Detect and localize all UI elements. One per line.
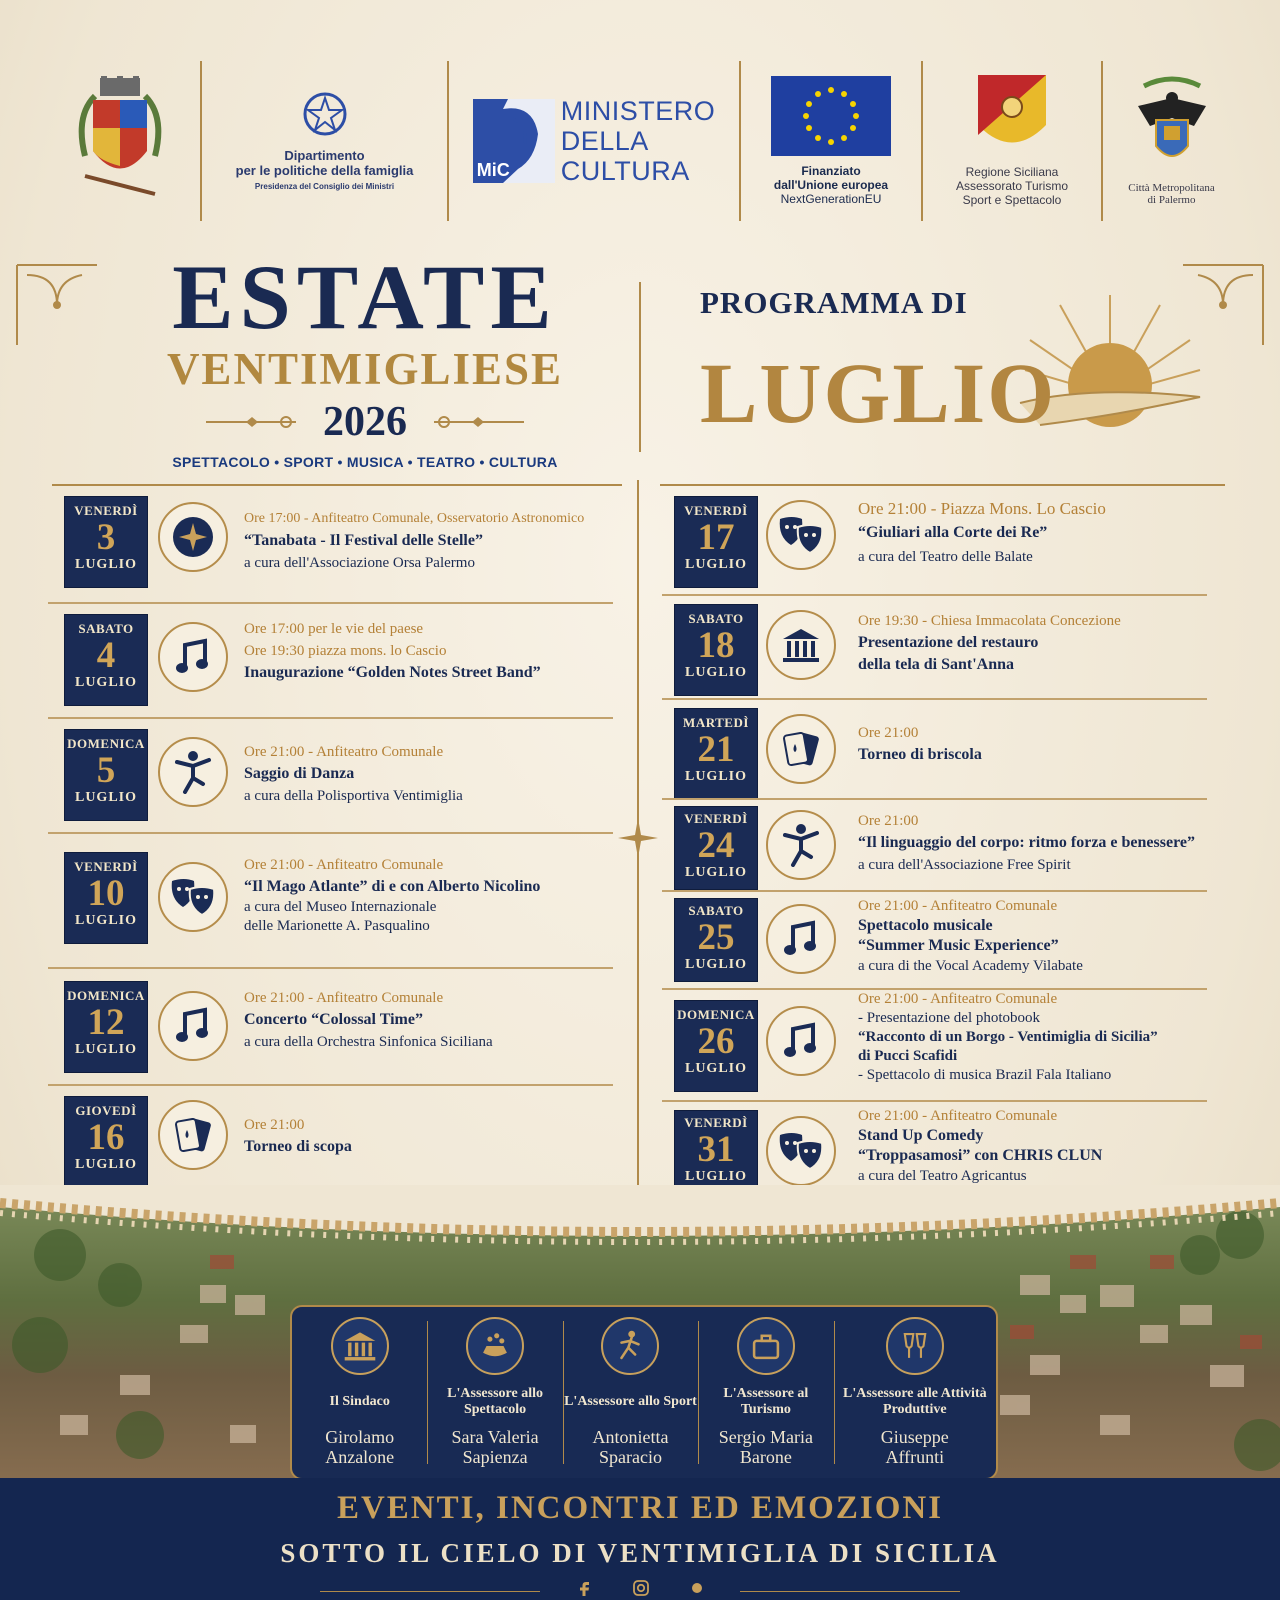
event-item[interactable]	[662, 596, 1217, 700]
official-first-name: Giuseppe	[880, 1427, 949, 1447]
official-first-name: Girolamo	[325, 1427, 395, 1447]
event-day-number: 3	[96, 517, 116, 558]
event-title: “Racconto di un Borgo - Ventimiglia di Sicilia”	[858, 1029, 1158, 1045]
event-title: Torneo di scopa	[244, 1138, 352, 1155]
event-text	[244, 508, 613, 574]
event-day-number: 5	[96, 750, 116, 791]
toast-icon	[886, 1317, 944, 1375]
dancer-icon	[766, 810, 836, 880]
date-box	[64, 496, 148, 588]
theatre-masks-icon	[766, 1116, 836, 1186]
event-text	[858, 810, 1217, 876]
title-divider	[639, 282, 641, 452]
museum-icon	[766, 610, 836, 680]
event-item[interactable]	[662, 700, 1217, 800]
event-time: Ore 21:00	[858, 725, 919, 741]
event-month: LUGLIO	[74, 913, 137, 928]
event-day-number: 12	[87, 1002, 125, 1043]
festival-title	[140, 246, 590, 470]
event-month: LUGLIO	[74, 675, 137, 690]
title-estate: ESTATE	[172, 246, 558, 348]
event-item[interactable]	[662, 486, 1217, 596]
regione-logo	[923, 58, 1101, 223]
date-box	[674, 1000, 758, 1092]
event-month: LUGLIO	[684, 769, 747, 784]
event-day-number: 21	[697, 729, 735, 770]
event-text	[858, 990, 1217, 1085]
event-time: Ore 17:00 - Anfiteatro Comunale, Osservatorio Astronomico	[244, 511, 585, 526]
eu-line2: dall'Unione europea	[773, 177, 889, 192]
title-year: 2026	[323, 399, 407, 445]
date-box	[64, 852, 148, 944]
event-month: LUGLIO	[74, 557, 137, 572]
regione-line3: Sport e Spettacolo	[962, 192, 1062, 207]
event-title: Stand Up Comedy	[858, 1127, 984, 1144]
event-item[interactable]	[48, 969, 613, 1086]
event-organizer-2: delle Marionette A. Pasqualino	[244, 918, 430, 934]
event-item[interactable]	[662, 892, 1217, 990]
logo-strip	[40, 58, 1240, 223]
official-card	[427, 1313, 562, 1472]
event-month: LUGLIO	[684, 665, 747, 680]
event-month: LUGLIO	[684, 865, 747, 880]
event-title: “Il Mago Atlante” di e con Alberto Nicolino	[244, 878, 541, 895]
date-box	[64, 1096, 148, 1188]
event-organizer: a cura dell'Associazione Free Spirit	[858, 857, 1071, 873]
official-last-name: Affrunti	[885, 1447, 945, 1467]
event-organizer: - Spettacolo di musica Brazil Fala Italiano	[858, 1067, 1112, 1083]
event-item[interactable]	[48, 834, 613, 969]
playing-cards-icon	[158, 1100, 228, 1170]
event-text	[858, 722, 1217, 766]
dancer-icon	[158, 737, 228, 807]
event-month: LUGLIO	[684, 1061, 747, 1076]
mic-wordmark	[561, 96, 716, 186]
web-icon[interactable]	[691, 1582, 703, 1594]
theatre-masks-icon	[158, 862, 228, 932]
event-time: Ore 21:00 - Anfiteatro Comunale	[244, 857, 444, 873]
music-note-icon	[766, 904, 836, 974]
compass-star-icon	[618, 818, 658, 858]
event-month: LUGLIO	[74, 790, 137, 805]
official-last-name: Sparacio	[598, 1447, 662, 1467]
event-time: Ore 21:00 - Piazza Mons. Lo Cascio	[858, 499, 1106, 518]
event-title: “Giuliari alla Corte dei Re”	[858, 524, 1048, 541]
event-item[interactable]	[48, 719, 613, 834]
event-weekday: VENERDÌ	[74, 503, 138, 518]
event-organizer: a cura del Teatro Agricantus	[858, 1168, 1027, 1184]
event-organizer: a cura della Orchestra Sinfonica Siciliana	[244, 1034, 493, 1050]
event-month: LUGLIO	[684, 557, 747, 572]
official-role: L'Assessore allo Sport	[564, 1394, 697, 1409]
event-title: Concerto “Colossal Time”	[244, 1011, 423, 1028]
dipartimento-line1: Dipartimento	[284, 148, 365, 163]
event-day-number: 10	[87, 873, 125, 914]
comune-crest	[40, 58, 200, 223]
eu-logo	[741, 58, 921, 223]
eu-line1: Finanziato	[801, 163, 861, 178]
town-hall-icon	[331, 1317, 389, 1375]
event-title: Saggio di Danza	[244, 765, 355, 782]
event-day-number: 17	[697, 517, 735, 558]
date-box	[674, 898, 758, 982]
event-text	[244, 1114, 613, 1158]
eu-flag-icon	[771, 76, 891, 156]
mic-line3: CULTURA	[560, 155, 690, 186]
official-last-name: Anzalone	[325, 1447, 395, 1467]
event-month: LUGLIO	[74, 1042, 137, 1057]
official-first-name: Antonietta	[592, 1427, 669, 1447]
event-text	[858, 1106, 1217, 1186]
event-day-number: 24	[697, 825, 735, 866]
regione-line1: Regione Siciliana	[965, 164, 1059, 179]
mic-badge-text: MiC	[476, 159, 510, 180]
event-weekday: SABATO	[688, 611, 744, 626]
music-note-icon	[158, 991, 228, 1061]
footer-tagline: EVENTI, INCONTRI ED EMOZIONI	[336, 1490, 944, 1526]
crest-icon	[65, 76, 175, 206]
event-title: “Tanabata - Il Festival delle Stelle”	[244, 532, 483, 549]
event-title: Spettacolo musicale	[858, 917, 993, 934]
mic-logo	[449, 58, 739, 223]
official-last-name: Barone	[739, 1447, 792, 1467]
event-organizer: a cura della Polisportiva Ventimiglia	[244, 788, 463, 804]
program-title	[700, 285, 1220, 455]
event-time: Ore 21:00 - Anfiteatro Comunale	[858, 1108, 1058, 1124]
event-weekday: VENERDÌ	[74, 859, 138, 874]
dipartimento-line3: Presidenza del Consiglio dei Ministri	[254, 182, 395, 191]
event-text	[858, 896, 1217, 976]
event-text	[244, 854, 613, 936]
flourish-left	[206, 415, 311, 429]
event-time: Ore 21:00	[244, 1117, 305, 1133]
event-month: LUGLIO	[684, 1169, 747, 1184]
event-organizer: a cura del Museo Internazionale	[244, 899, 437, 915]
event-time: Ore 21:00 - Anfiteatro Comunale	[858, 898, 1058, 914]
event-organizer: a cura del Teatro delle Balate	[858, 549, 1033, 565]
event-title: Presentazione del restauro	[858, 634, 1039, 651]
mic-line1: MINISTERO	[560, 95, 716, 126]
official-first-name: Sergio Maria	[718, 1427, 813, 1447]
event-item[interactable]	[662, 990, 1217, 1102]
event-organizer: a cura dell'Associazione Orsa Palermo	[244, 555, 475, 571]
date-box	[674, 496, 758, 588]
event-month: LUGLIO	[74, 1157, 137, 1172]
event-text	[244, 741, 613, 807]
event-time: Ore 21:00 - Anfiteatro Comunale	[244, 990, 444, 1006]
event-title: “Il linguaggio del corpo: ritmo forza e benessere”	[858, 834, 1195, 851]
event-organizer: a cura di the Vocal Academy Vilabate	[858, 958, 1083, 974]
lace-border	[0, 1185, 1280, 1265]
event-time: Ore 21:00	[858, 813, 919, 829]
theatre-masks-icon	[766, 500, 836, 570]
date-box	[674, 708, 758, 800]
event-weekday: GIOVEDÌ	[75, 1103, 137, 1118]
republic-emblem-icon	[300, 90, 350, 142]
citta-line1: Città Metropolitana	[1128, 181, 1215, 194]
instagram-icon[interactable]	[633, 1580, 649, 1596]
event-item[interactable]	[48, 486, 613, 604]
event-item[interactable]	[48, 604, 613, 719]
event-text	[858, 610, 1217, 676]
event-day-number: 16	[87, 1117, 125, 1158]
event-time-2: Ore 19:30 piazza mons. lo Cascio	[244, 643, 447, 659]
event-weekday: VENERDÌ	[684, 811, 748, 826]
social-links	[0, 1580, 1280, 1596]
event-title-2: della tela di Sant'Anna	[858, 656, 1015, 673]
title-luglio: LUGLIO	[700, 345, 1057, 441]
citta-metropolitana-logo	[1103, 58, 1240, 223]
title-categories: SPETTACOLO • SPORT • MUSICA • TEATRO • CULTURA	[172, 454, 558, 470]
corner-ornament-left	[12, 260, 102, 350]
event-title-2: “Summer Music Experience”	[858, 937, 1059, 954]
event-item[interactable]	[662, 800, 1217, 892]
event-day-number: 4	[96, 635, 116, 676]
event-time: Ore 21:00 - Anfiteatro Comunale	[858, 991, 1058, 1007]
officials-panel	[290, 1305, 998, 1480]
event-weekday: DOMENICA	[67, 988, 145, 1003]
event-day-number: 26	[697, 1021, 735, 1062]
event-month: LUGLIO	[684, 957, 747, 972]
flourish-right	[419, 415, 524, 429]
music-note-icon	[158, 622, 228, 692]
event-title: Inaugurazione “Golden Notes Street Band”	[244, 664, 541, 681]
music-note-icon	[766, 1006, 836, 1076]
official-last-name: Sapienza	[462, 1447, 528, 1467]
official-role: L'Assessore allo Spettacolo	[447, 1386, 543, 1417]
eagle-crest-icon	[1134, 76, 1210, 176]
event-weekday: VENERDÌ	[684, 503, 748, 518]
event-weekday: DOMENICA	[677, 1007, 755, 1022]
event-time: Ore 17:00 per le vie del paese	[244, 621, 424, 637]
facebook-icon[interactable]	[577, 1580, 591, 1596]
event-weekday: SABATO	[78, 621, 134, 636]
mic-badge	[473, 99, 555, 183]
event-day-number: 31	[697, 1129, 735, 1170]
event-weekday: MARTEDÌ	[683, 715, 749, 730]
footer-subtitle: SOTTO IL CIELO DI VENTIMIGLIA DI SICILIA	[280, 1538, 1000, 1568]
event-weekday: SABATO	[688, 903, 744, 918]
official-card	[563, 1313, 698, 1472]
official-role: Il Sindaco	[329, 1394, 390, 1409]
event-weekday: VENERDÌ	[684, 1115, 748, 1130]
title-year-row	[140, 398, 590, 446]
date-box	[64, 981, 148, 1073]
event-text	[244, 618, 613, 684]
event-item[interactable]	[48, 1086, 613, 1196]
dipartimento-line2: per le politiche della famiglia	[235, 163, 414, 178]
suitcase-icon	[737, 1317, 795, 1375]
official-card	[834, 1313, 996, 1472]
event-title-2: di Pucci Scafidi	[858, 1048, 958, 1064]
date-box	[64, 729, 148, 821]
trinacria-icon	[978, 75, 1046, 155]
official-role: L'Assessore al Turismo	[723, 1386, 809, 1417]
date-box	[64, 614, 148, 706]
official-first-name: Sara Valeria	[451, 1427, 539, 1447]
official-card	[698, 1313, 833, 1472]
event-text	[858, 498, 1217, 568]
event-day-number: 25	[697, 917, 735, 958]
sport-icon	[601, 1317, 659, 1375]
citta-line2: di Palermo	[1147, 193, 1196, 206]
event-time: Ore 19:30 - Chiesa Immacolata Concezione	[858, 613, 1121, 629]
date-box	[674, 604, 758, 696]
title-ventimigliese: VENTIMIGLIESE	[166, 344, 564, 394]
date-box	[674, 1110, 758, 1196]
mic-line2: DELLA	[560, 125, 649, 156]
event-weekday: DOMENICA	[67, 736, 145, 751]
stage-icon	[466, 1317, 524, 1375]
event-day-number: 18	[697, 625, 735, 666]
event-note: - Presentazione del photobook	[858, 1010, 1041, 1026]
eu-line3: NextGenerationEU	[780, 191, 882, 206]
regione-line2: Assessorato Turismo	[955, 178, 1069, 193]
title-programma: PROGRAMMA DI	[700, 285, 968, 320]
official-card	[292, 1313, 427, 1472]
dipartimento-logo	[202, 58, 447, 223]
event-title: Torneo di briscola	[858, 746, 982, 763]
event-title-2: “Troppasamosi” con CHRIS CLUN	[858, 1147, 1103, 1164]
date-box	[674, 806, 758, 890]
playing-cards-icon	[766, 714, 836, 784]
star-icon	[158, 502, 228, 572]
official-role: L'Assessore alle Attività Produttive	[842, 1386, 987, 1417]
event-text	[244, 987, 613, 1053]
event-time: Ore 21:00 - Anfiteatro Comunale	[244, 744, 444, 760]
